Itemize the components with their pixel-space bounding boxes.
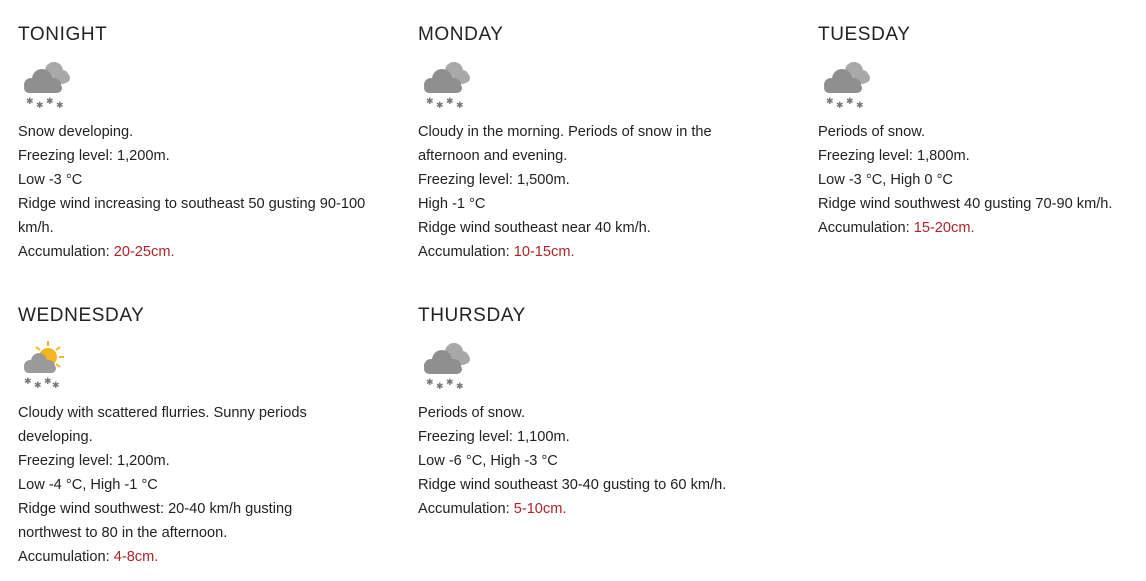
ridge-wind-line: Ridge wind southwest 40 gusting 70-90 km/h.: [818, 196, 1113, 212]
sun-cloud-snow-icon: [18, 339, 74, 393]
svg-text:✱: ✱: [44, 377, 52, 387]
forecast-details: [818, 120, 1146, 240]
day-title: TONIGHT: [18, 24, 108, 45]
forecast-line: Freezing level: 1,800m.: [818, 148, 970, 164]
ridge-wind-line: km/h.: [18, 220, 54, 236]
ridge-wind-line: northwest to 80 in the afternoon.: [18, 525, 228, 541]
svg-text:✱: ✱: [456, 382, 464, 392]
svg-text:✱: ✱: [26, 97, 34, 107]
forecast-line: Periods of snow.: [818, 124, 926, 140]
forecast-day-thursday: [418, 305, 803, 521]
ridge-wind-line: Ridge wind southeast near 40 km/h.: [418, 220, 651, 236]
snow-cloud-icon: [818, 58, 874, 112]
forecast-details: [418, 120, 803, 264]
forecast-line: Freezing level: 1,200m.: [18, 148, 170, 164]
day-title: MONDAY: [418, 24, 504, 45]
svg-text:✱: ✱: [426, 97, 434, 107]
forecast-details: [18, 401, 403, 569]
accumulation-value: 15-20cm.: [913, 220, 975, 236]
svg-text:✱: ✱: [446, 378, 454, 388]
ridge-wind-line: Ridge wind southeast 30-40 gusting to 60 km/h.: [418, 477, 727, 493]
svg-text:✱: ✱: [36, 101, 44, 111]
svg-text:✱: ✱: [836, 101, 844, 111]
forecast-details: [418, 401, 803, 521]
snow-cloud-icon: [418, 58, 474, 112]
accumulation-line: [18, 545, 403, 569]
forecast-line: Snow developing.: [18, 124, 134, 140]
snow-cloud-icon: [18, 58, 74, 112]
forecast-day-tonight: [18, 24, 403, 264]
day-title: WEDNESDAY: [18, 305, 145, 326]
accumulation-value: 5-10cm.: [513, 501, 567, 517]
svg-text:✱: ✱: [56, 101, 64, 111]
forecast-line: developing.: [18, 429, 93, 445]
forecast-line: Cloudy with scattered flurries. Sunny periods: [18, 405, 307, 421]
accumulation-value: 20-25cm.: [113, 244, 175, 260]
snow-cloud-icon: [418, 339, 474, 393]
accumulation-line: [18, 240, 403, 264]
accumulation-value: 10-15cm.: [513, 244, 575, 260]
svg-text:✱: ✱: [436, 382, 444, 392]
forecast-day-wednesday: [18, 305, 403, 569]
svg-text:✱: ✱: [426, 378, 434, 388]
ridge-wind-line: Ridge wind southwest: 20-40 km/h gusting: [18, 501, 293, 517]
accumulation-label: Accumulation:: [818, 220, 914, 236]
svg-text:✱: ✱: [826, 97, 834, 107]
ridge-wind-line: Ridge wind increasing to southeast 50 gusting 90-100: [18, 196, 366, 212]
accumulation-value: 4-8cm.: [113, 549, 159, 565]
forecast-line: Low -3 °C, High 0 °C: [818, 172, 953, 188]
accumulation-line: [418, 497, 803, 521]
svg-text:✱: ✱: [436, 101, 444, 111]
forecast-line: Freezing level: 1,500m.: [418, 172, 570, 188]
svg-text:✱: ✱: [46, 97, 54, 107]
svg-text:✱: ✱: [846, 97, 854, 107]
svg-text:✱: ✱: [34, 381, 42, 391]
accumulation-label: Accumulation:: [418, 501, 514, 517]
forecast-line: Low -6 °C, High -3 °C: [418, 453, 558, 469]
svg-text:✱: ✱: [52, 381, 60, 391]
accumulation-label: Accumulation:: [18, 244, 114, 260]
forecast-day-monday: [418, 24, 803, 264]
forecast-details: [18, 120, 403, 264]
forecast-day-tuesday: [818, 24, 1146, 240]
forecast-line: High -1 °C: [418, 196, 486, 212]
forecast-line: Freezing level: 1,200m.: [18, 453, 170, 469]
forecast-line: Cloudy in the morning. Periods of snow in the: [418, 124, 712, 140]
svg-text:✱: ✱: [456, 101, 464, 111]
forecast-line: Periods of snow.: [418, 405, 526, 421]
accumulation-line: [818, 216, 1146, 240]
svg-text:✱: ✱: [856, 101, 864, 111]
forecast-line: Freezing level: 1,100m.: [418, 429, 570, 445]
day-title: THURSDAY: [418, 305, 526, 326]
accumulation-label: Accumulation:: [18, 549, 114, 565]
forecast-line: afternoon and evening.: [418, 148, 568, 164]
svg-text:✱: ✱: [446, 97, 454, 107]
forecast-line: Low -4 °C, High -1 °C: [18, 477, 158, 493]
accumulation-line: [418, 240, 803, 264]
day-title: TUESDAY: [818, 24, 911, 45]
accumulation-label: Accumulation:: [418, 244, 514, 260]
svg-text:✱: ✱: [24, 377, 32, 387]
forecast-line: Low -3 °C: [18, 172, 83, 188]
